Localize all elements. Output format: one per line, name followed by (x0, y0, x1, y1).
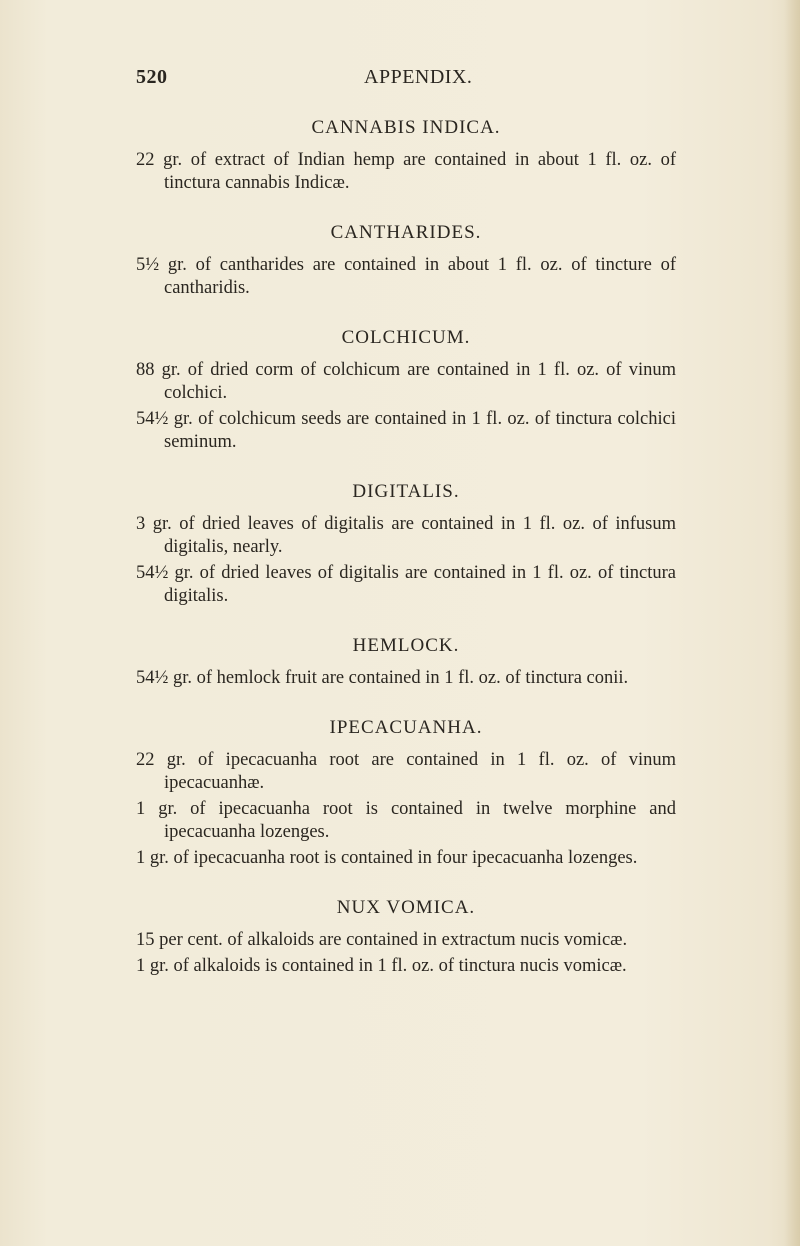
dose-entry: 3 gr. of dried leaves of digitalis are contained in 1 fl. oz. of infusum digitalis, nearly. (136, 514, 676, 557)
section-title: COLCHICUM. (341, 327, 471, 348)
running-head (136, 66, 656, 94)
dose-entry: 54½ gr. of colchicum seeds are contained in 1 fl. oz. of tinctura colchici seminum. (136, 409, 676, 452)
dose-entry: 5½ gr. of cantharides are contained in about 1 fl. oz. of tincture of cantharidis. (136, 255, 676, 298)
page-number: 520 (136, 66, 168, 88)
dose-entry: 15 per cent. of alkaloids are contained in extractum nucis vomicæ. (136, 930, 628, 950)
section-title: DIGITALIS. (352, 481, 460, 502)
section-ipecacuanha (136, 704, 676, 870)
page-content (136, 116, 676, 992)
dose-entry: 22 gr. of extract of Indian hemp are contained in about 1 fl. oz. of tinctura cannabis Indicæ. (136, 150, 676, 193)
page-edge-shadow (784, 0, 800, 1246)
section-title: CANNABIS INDICA. (311, 117, 501, 138)
running-head-title: APPENDIX. (364, 66, 473, 88)
section-cantharides (136, 209, 676, 300)
section-title: NUX VOMICA. (336, 897, 476, 918)
section-title: CANTHARIDES. (330, 222, 482, 243)
dose-entry: 54½ gr. of dried leaves of digitalis are contained in 1 fl. oz. of tinctura digitalis. (136, 563, 676, 606)
dose-entry: 1 gr. of ipecacuanha root is contained in four ipecacuanha lozenges. (136, 848, 638, 868)
section-title: HEMLOCK. (352, 635, 460, 656)
section-hemlock (136, 622, 676, 690)
section-title: IPECACUANHA. (329, 717, 483, 738)
dose-entry: 88 gr. of dried corm of colchicum are contained in 1 fl. oz. of vinum colchici. (136, 360, 676, 403)
dose-entry: 22 gr. of ipecacuanha root are contained in 1 fl. oz. of vinum ipecacuanhæ. (136, 750, 676, 793)
section-cannabis-indica (136, 116, 676, 195)
dose-entry: 1 gr. of alkaloids is contained in 1 fl. oz. of tinctura nucis vomicæ. (136, 956, 627, 976)
section-colchicum (136, 314, 676, 454)
dose-entry: 54½ gr. of hemlock fruit are contained in 1 fl. oz. of tinctura conii. (136, 668, 629, 688)
section-nux-vomica (136, 884, 676, 978)
section-digitalis (136, 468, 676, 608)
dose-entry: 1 gr. of ipecacuanha root is contained in twelve morphine and ipecacuanha lozenges. (136, 799, 676, 842)
